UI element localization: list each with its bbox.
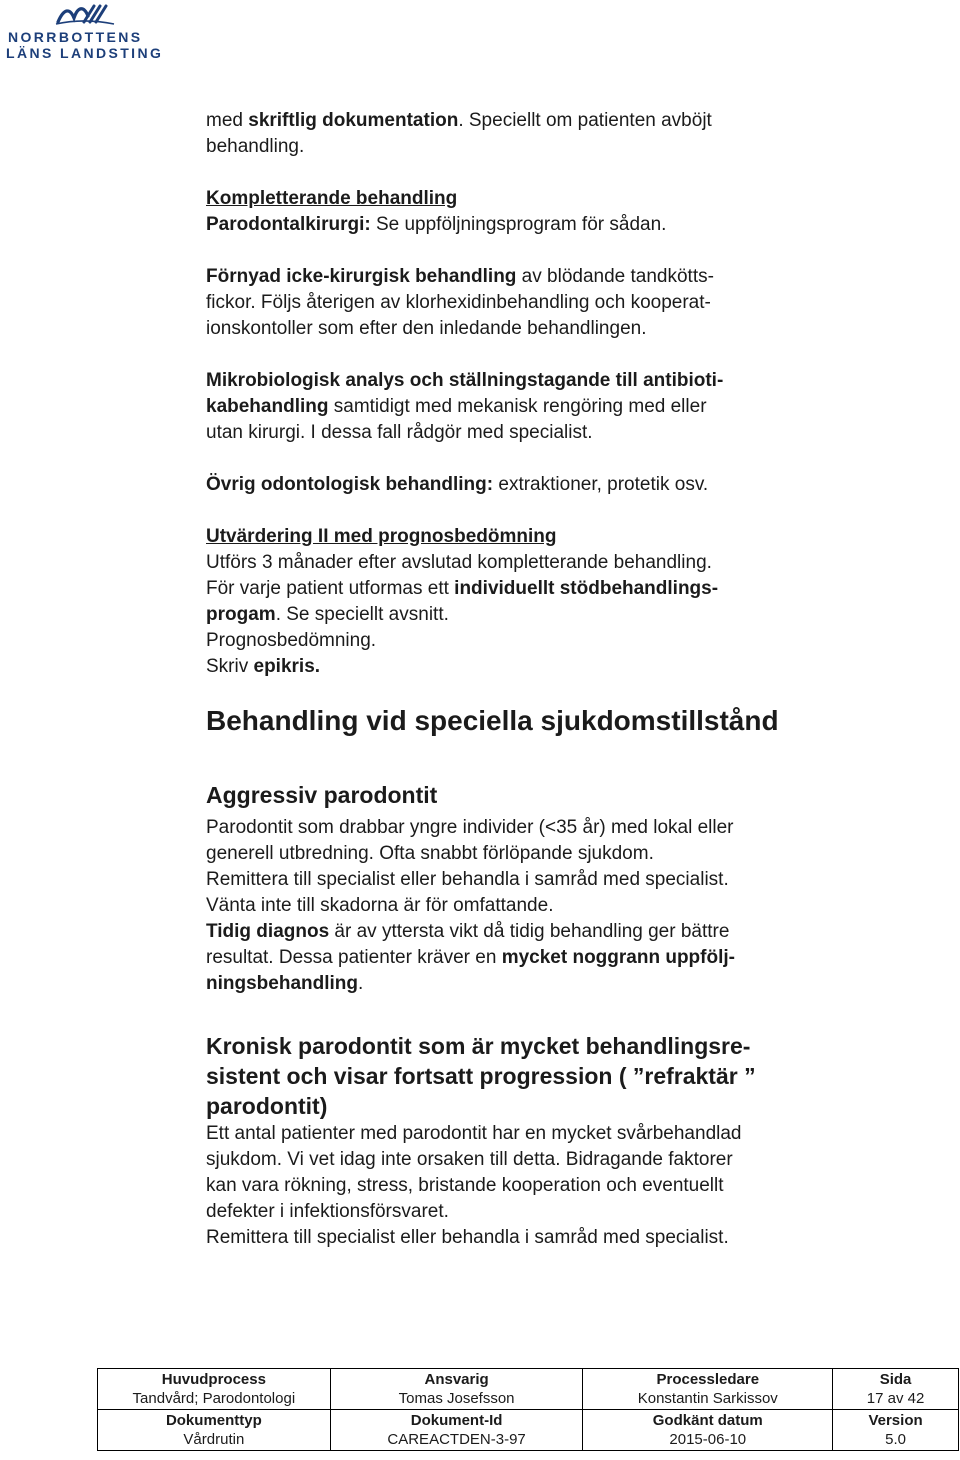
footer-label: Version [868,1412,923,1429]
text-run: Skriv [206,656,254,677]
footer-value: Tandvård; Parodontologi [132,1390,296,1407]
paragraph-utvardering [206,524,866,680]
document-body [206,108,866,1251]
text-run: kan vara rökning, stress, bristande kooperation och eventuellt [206,1175,724,1196]
logo-text-line2: LÄNS LANDSTING [6,45,164,61]
text-run: . [358,973,364,994]
footer-label: Processledare [656,1371,760,1388]
footer-row [98,1410,959,1451]
text-run: Ett antal patienter med parodontit har en mycket svårbehandlad [206,1123,742,1144]
page-heading: Behandling vid speciella sjukdomstillstånd [206,705,779,736]
paragraph-fornyad [206,264,866,342]
text-run: generell utbredning. Ofta snabbt förlöpande sjukdom. [206,843,654,864]
footer-cell-sida [833,1369,959,1410]
footer-cell-ansvarig [330,1369,583,1410]
text-run: resultat. Dessa patienter kräver en [206,947,502,968]
footer-value: 17 av 42 [866,1390,925,1407]
footer-value: 5.0 [885,1431,906,1448]
text-run: Parodontit som drabbar yngre individer (<35 år) med lokal eller [206,817,734,838]
text-run: av blödande tandkötts- [516,266,714,287]
footer-cell-processledare [583,1369,833,1410]
heading-line: Kronisk parodontit som är mycket behandlingsre- [206,1033,751,1059]
footer-label: Godkänt datum [652,1412,763,1429]
footer-label: Dokument-Id [410,1412,503,1429]
text-run: . Se speciellt avsnitt. [275,604,449,625]
text-run: . Speciellt om patienten avböjt [458,110,712,131]
text-run: Vänta inte till skadorna är för omfattande. [206,895,554,916]
footer-cell-dokument-id [330,1410,583,1451]
bold-run: Tidig diagnos [206,921,330,942]
document-footer-table [97,1368,959,1451]
paragraph-mikrobiologisk [206,368,866,446]
text-run: Remittera till specialist eller behandla i samråd med specialist. [206,869,729,890]
footer-row [98,1369,959,1410]
heading-line: sistent och visar fortsatt progression ( ”refraktär ” [206,1063,756,1089]
footer-cell-huvudprocess [98,1369,331,1410]
paragraph-documentation [206,108,866,160]
text-run: defekter i infektionsförsvaret. [206,1201,449,1222]
paragraph-aggressiv [206,815,866,997]
text-run: med [206,110,249,131]
text-run: sjukdom. Vi vet idag inte orsaken till detta. Bidragande faktorer [206,1149,733,1170]
text-run: För varje patient utformas ett [206,578,455,599]
footer-cell-dokumenttyp [98,1410,331,1451]
footer-value: Vårdrutin [183,1431,245,1448]
section-heading-kompletterande: Kompletterande behandling [206,188,458,209]
paragraph-kompletterande [206,186,866,238]
bold-run: ningsbehandling [206,973,358,994]
subheading-kronisk [206,1031,866,1121]
bold-run: epikris. [253,656,321,677]
bold-run: Övrig odontologisk behandling: [206,474,494,495]
subheading-aggressiv: Aggressiv parodontit [206,782,438,808]
footer-label: Ansvarig [424,1371,489,1388]
wave-swan-icon [54,2,116,26]
text-run: fickor. Följs återigen av klorhexidinbehandling och kooperat- [206,292,711,313]
heading-line: parodontit) [206,1093,328,1119]
footer-value: 2015-06-10 [669,1431,747,1448]
organization-logo [6,2,166,62]
bold-run: Parodontalkirurgi: [206,214,371,235]
text-run: samtidigt med mekanisk rengöring med eller [328,396,707,417]
footer-value: Tomas Josefsson [398,1390,515,1407]
bold-run: mycket noggrann uppfölj- [501,947,735,968]
text-run: är av yttersta vikt då tidig behandling ger bättre [329,921,730,942]
bold-run: individuellt stödbehandlings- [454,578,719,599]
footer-value: Konstantin Sarkissov [637,1390,778,1407]
bold-run: Mikrobiologisk analys och ställningstagande till antibioti- [206,370,724,391]
text-run: Remittera till specialist eller behandla i samråd med specialist. [206,1227,729,1248]
text-run: Utförs 3 månader efter avslutad kompletterande behandling. [206,552,712,573]
footer-value: CAREACTDEN-3-97 [387,1431,526,1448]
bold-run: Förnyad icke-kirurgisk behandling [206,266,517,287]
text-run: utan kirurgi. I dessa fall rådgör med specialist. [206,422,593,443]
section-heading-utvardering: Utvärdering II med prognosbedömning [206,526,557,547]
text-run: ionskontoller som efter den inledande behandlingen. [206,318,647,339]
footer-label: Sida [879,1371,912,1388]
footer-cell-version [833,1410,959,1451]
footer-label: Dokumenttyp [165,1412,262,1429]
footer-label: Huvudprocess [161,1371,266,1388]
text-run: Prognosbedömning. [206,630,377,651]
bold-run: skriftlig dokumentation [248,110,459,131]
bold-run: progam [206,604,276,625]
text-run: extraktioner, protetik osv. [493,474,709,495]
text-run: Se uppföljningsprogram för sådan. [370,214,667,235]
logo-text-line1: NORRBOTTENS [8,29,143,45]
paragraph-kronisk [206,1121,866,1251]
bold-run: kabehandling [206,396,329,417]
footer-cell-godkant-datum [583,1410,833,1451]
paragraph-ovrig [206,472,866,498]
text-run: behandling. [206,136,305,157]
